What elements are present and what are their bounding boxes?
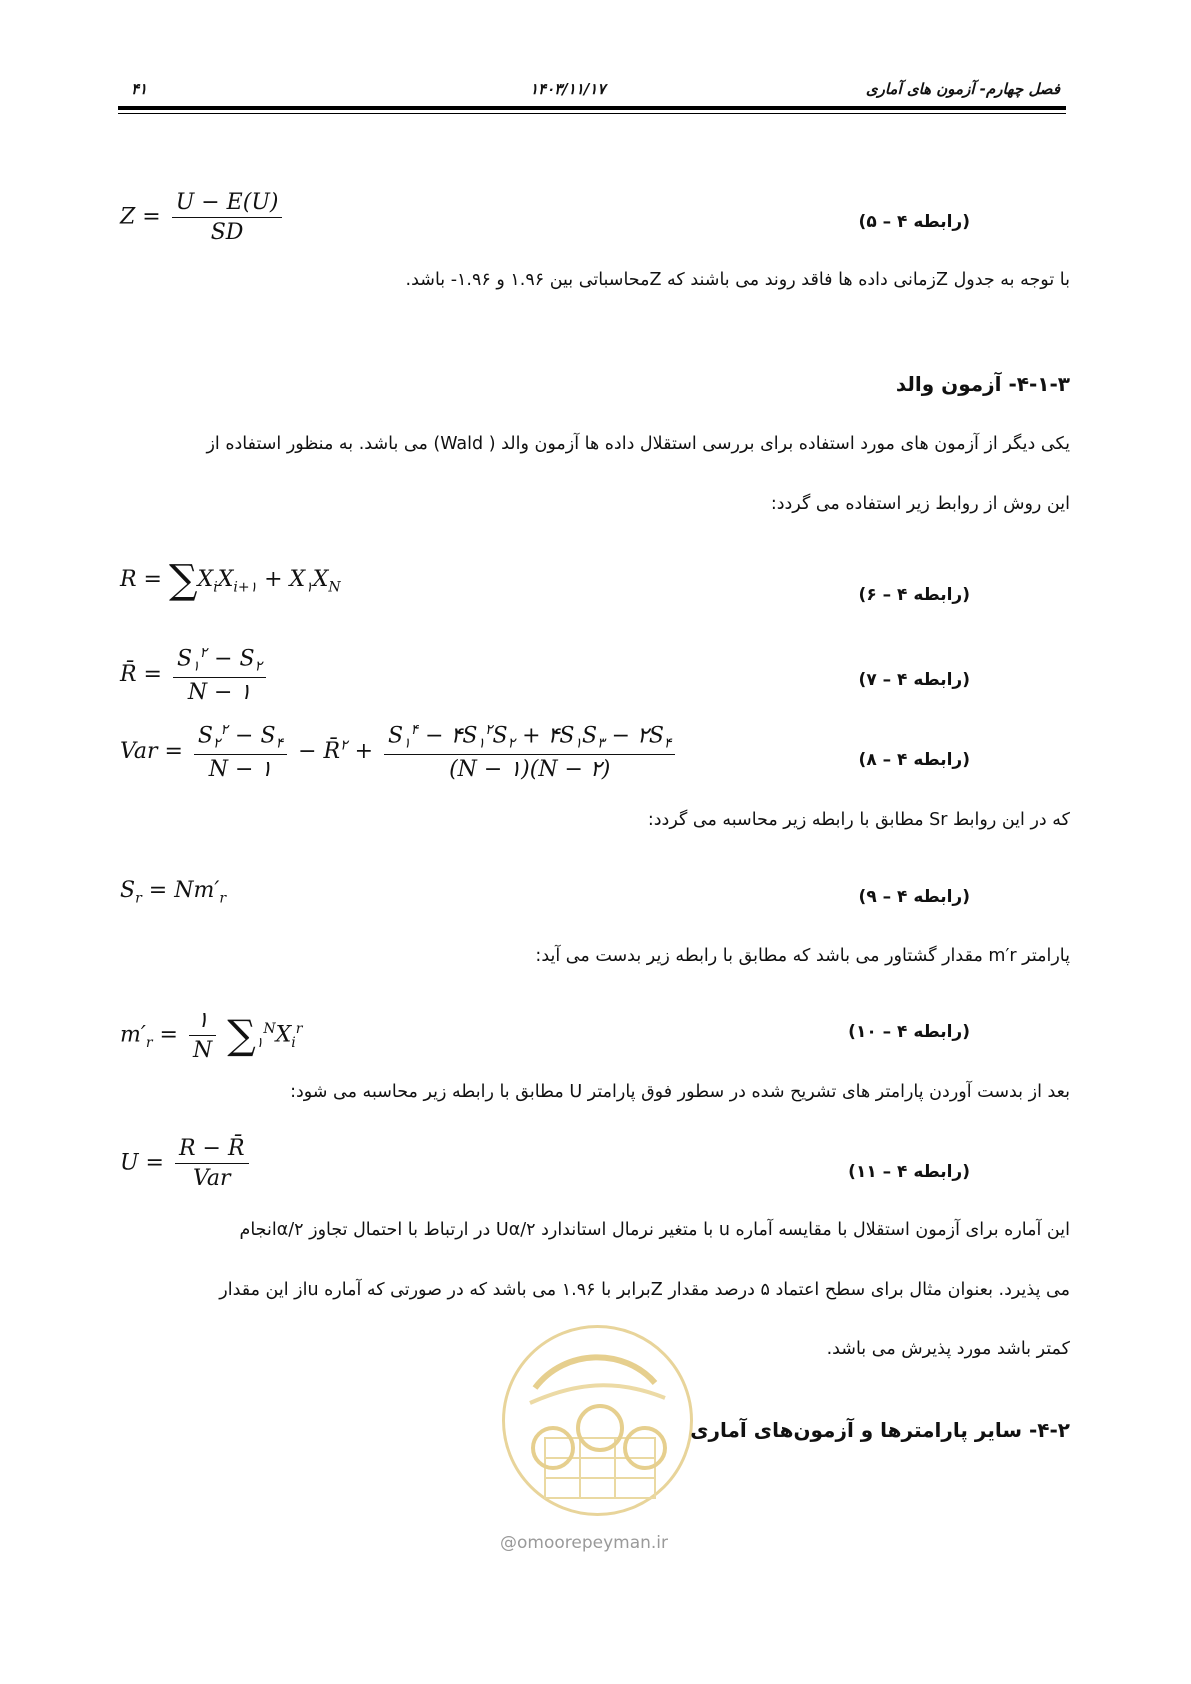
paragraph-1: با توجه به جدول Zزمانی داده ها فاقد روند می باشند که Zمحاسباتی بین ۱.۹۶ و ۱.۹۶- باشد. xyxy=(405,270,1070,290)
eq6-label: (رابطه ۴ – ۶) xyxy=(858,585,970,605)
paragraph-5: بعد از بدست آوردن پارامتر های تشریح شده در سطور فوق پارامتر U مطابق با رابطه زیر محاسبه می شود: xyxy=(290,1082,1070,1102)
eq11-label: (رابطه ۴ – ۱۱) xyxy=(848,1162,970,1182)
equation-7: R̄ = $\frac{S_۱^۲ - S_۲}{N - ۱}$ xyxy=(120,645,270,705)
eq5-label: (رابطه ۴ – ۵) xyxy=(858,212,970,232)
paragraph-6-line-1: این آماره برای آزمون استقلال با مقایسه آماره u با متغیر نرمال استاندارد Uα/۲ در ارتباط با احتمال تجاوز α/۲انجام xyxy=(239,1220,1070,1240)
header-rule-thin xyxy=(118,113,1066,114)
header-rule-thick xyxy=(118,106,1066,110)
section-heading-other: ۴-۲- سایر پارامترها و آزمون‌های آماری xyxy=(690,1418,1070,1442)
eq9-label: (رابطه ۴ – ۹) xyxy=(858,887,970,907)
equation-9: $S_r = Nm'_r$ xyxy=(120,878,227,907)
page-number: ۴۱ xyxy=(131,80,148,98)
watermark-emblem-icon xyxy=(505,1328,690,1513)
paragraph-3: که در این روابط Sr مطابق با رابطه زیر محاسبه می گردد: xyxy=(647,810,1070,830)
watermark-logo xyxy=(502,1325,693,1516)
equation-10: $m'_r$ = $\frac{۱}{N}$ $\sum_۱^NX_i^r$ xyxy=(120,1008,303,1063)
equation-8: Var = $\frac{S_۲^۲ - S_۴}{N - ۱}$ − R̄$^۲$ + $\frac{S_۱^۴ - ۴S_۱^۲S_۲ + ۴S_۱S_۳ - ۲S_۴}{(N - ۱)(N - ۲)}$ xyxy=(120,722,679,782)
equation-11: U = $\frac{R - R̄}{\text{Var}}$ xyxy=(120,1136,253,1191)
watermark-text: @omoorepeyman.ir xyxy=(500,1533,669,1553)
eq5-denominator: SD xyxy=(210,220,244,245)
eq7-label: (رابطه ۴ – ۷) xyxy=(858,670,970,690)
header-date: ۱۴۰۳/۱۱/۱۷ xyxy=(530,80,606,98)
paragraph-6-line-2: می پذیرد. بعنوان مثال برای سطح اعتماد ۵ درصد مقدار Zبرابر با ۱.۹۶ می باشد که در صورتی که آماره uاز این مقدار xyxy=(219,1280,1070,1300)
eq8-label: (رابطه ۴ – ۸) xyxy=(858,750,970,770)
paragraph-6-line-3: کمتر باشد مورد پذیرش می باشد. xyxy=(826,1339,1070,1359)
section-heading-wald: ۴-۱-۳- آزمون والد xyxy=(895,372,1070,396)
eq10-label: (رابطه ۴ – ۱۰) xyxy=(848,1022,970,1042)
paragraph-2-line-2: این روش از روابط زیر استفاده می گردد: xyxy=(770,494,1070,514)
eq5-numerator: U − E(U) xyxy=(172,190,283,218)
equation-6: $R = \sum X_iX_{i+۱} + X_۱X_N$ xyxy=(120,557,341,603)
chapter-title: فصل چهارم- آزمون های آماری xyxy=(865,80,1060,98)
eq5-lhs: Z = xyxy=(120,204,161,230)
equation-5 xyxy=(120,190,286,245)
paragraph-2-line-1: یکی دیگر از آزمون های مورد استفاده برای بررسی استقلال داده ها آزمون والد ( Wald) می باشد. به منظور استفاده از xyxy=(206,434,1070,454)
paragraph-4: پارامتر m′r مقدار گشتاور می باشد که مطابق با رابطه زیر بدست می آید: xyxy=(535,946,1070,966)
